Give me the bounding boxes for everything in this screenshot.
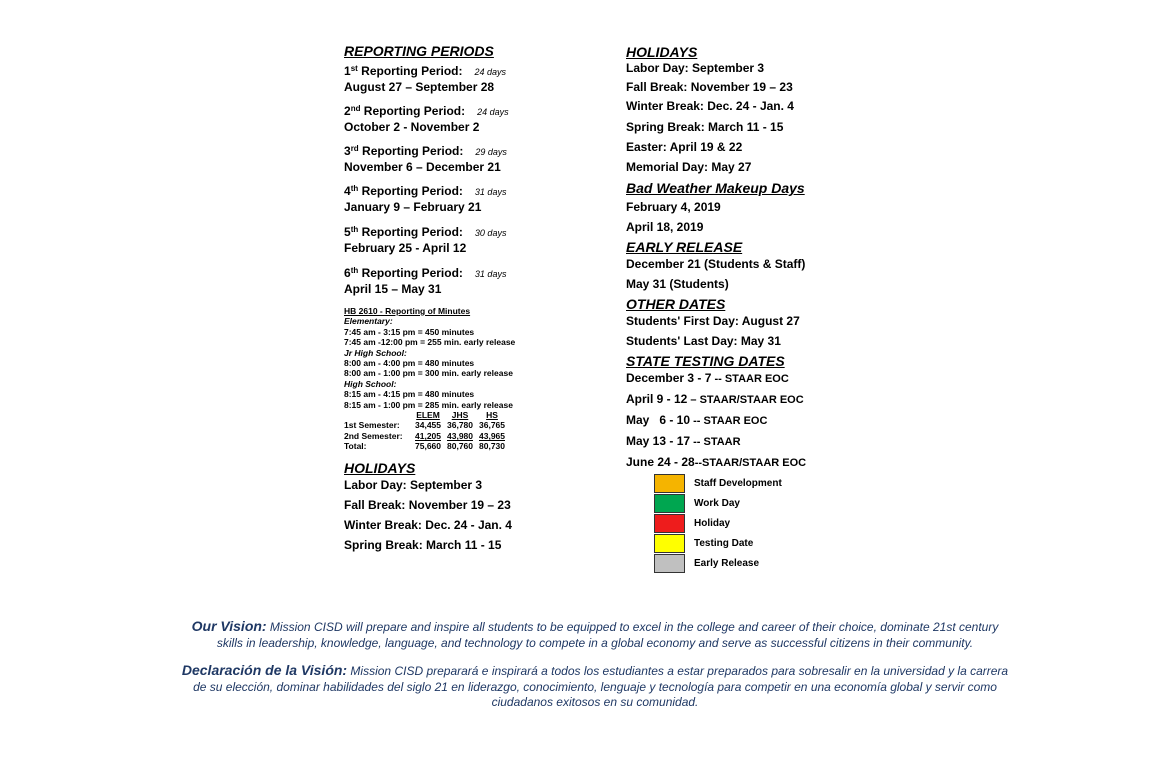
- right-column: [626, 44, 866, 573]
- cell-value: 75,660: [415, 441, 441, 452]
- period-range: August 27 – September 28: [344, 80, 495, 94]
- cell-value: 41,205: [415, 430, 441, 441]
- state-testing-heading: STATE TESTING DATES: [626, 353, 785, 369]
- period-number: 6: [344, 266, 351, 280]
- cell-value: 80,760: [447, 441, 473, 452]
- period-range: October 2 - November 2: [344, 120, 480, 134]
- vision-title: Our Vision:: [191, 618, 267, 634]
- reporting-period-3: [344, 144, 544, 175]
- legend-item-testing-date: [654, 533, 866, 553]
- row-label: 1st Semester:: [344, 420, 400, 431]
- holidays-left-heading: HOLIDAYS: [344, 459, 416, 476]
- period-label: Reporting Period:: [358, 225, 463, 239]
- high-school-line-2: 8:15 am - 1:00 pm = 285 min. early release: [344, 399, 513, 410]
- vision-es-title: Declaración de la Visión:: [181, 662, 348, 678]
- period-label: Reporting Period:: [358, 144, 464, 158]
- period-days: 24 days: [474, 67, 507, 77]
- legend-item-staff-development: [654, 473, 866, 493]
- legend-swatch: [654, 514, 685, 533]
- holiday-item: Spring Break: March 11 - 15: [344, 537, 502, 552]
- period-range: April 15 – May 31: [344, 282, 442, 296]
- period-ordinal: nd: [350, 104, 361, 113]
- period-label: Reporting Period:: [358, 266, 463, 280]
- legend-swatch: [654, 534, 685, 553]
- legend-item-work-day: [654, 493, 866, 513]
- vision-es-text: Mission CISD preparará e inspirará a todos los estudiantes a estar preparados para sobresalir en la universidad y la carrera de su elección, dominar habilidades del siglo 21 en liderazgo, conocimiento, lenguaje y tecnología para competir en una economía global y servir como ciudadanos exitosos en su comunidad.: [193, 664, 1009, 709]
- legend-label: Testing Date: [694, 537, 754, 549]
- period-number: 1: [344, 64, 351, 78]
- period-days: 24 days: [477, 107, 509, 117]
- testing-date: April 9 - 12: [626, 392, 688, 406]
- elementary-line-2: 7:45 am -12:00 pm = 255 min. early release: [344, 337, 516, 348]
- period-days: 30 days: [474, 228, 507, 238]
- jr-high-label: Jr High School:: [344, 347, 407, 358]
- testing-desc: --STAAR/STAAR EOC: [694, 457, 807, 469]
- period-ordinal: th: [350, 225, 359, 234]
- period-label: Reporting Period:: [358, 184, 463, 198]
- early-release-item: December 21 (Students & Staff): [626, 257, 806, 271]
- period-number: 4: [344, 184, 351, 198]
- vision-statement: [180, 619, 1010, 651]
- legend-swatch: [654, 494, 685, 513]
- color-legend: [654, 473, 866, 573]
- table-row: [344, 441, 511, 451]
- testing-item: [626, 392, 866, 408]
- col-jhs: JHS: [451, 410, 469, 421]
- other-date-item: Students' First Day: August 27: [626, 314, 800, 328]
- holiday-item: Labor Day: September 3: [626, 61, 765, 75]
- left-column: [344, 43, 544, 553]
- testing-desc: -- STAAR EOC: [711, 373, 789, 385]
- period-label: Reporting Period:: [357, 64, 463, 78]
- cell-value: 43,965: [479, 430, 505, 441]
- reporting-period-1: [344, 64, 544, 95]
- testing-desc: -- STAAR EOC: [690, 415, 768, 427]
- legend-label: Early Release: [694, 557, 760, 569]
- high-school-label: High School:: [344, 378, 397, 389]
- testing-item: [626, 434, 866, 450]
- period-label: Reporting Period:: [360, 104, 466, 118]
- testing-date: June 24 - 28: [626, 455, 695, 469]
- period-days: 29 days: [475, 147, 507, 157]
- period-number: 3: [344, 144, 351, 158]
- holidays-right-heading: HOLIDAYS: [626, 44, 698, 60]
- other-dates-heading: OTHER DATES: [626, 296, 726, 312]
- reporting-periods-heading: REPORTING PERIODS: [344, 43, 494, 59]
- period-range: November 6 – December 21: [344, 160, 501, 174]
- minutes-table: [344, 410, 511, 452]
- legend-label: Work Day: [694, 497, 740, 509]
- holiday-item: Winter Break: Dec. 24 - Jan. 4: [626, 99, 794, 113]
- cell-value: 80,730: [479, 441, 505, 452]
- holiday-item: Spring Break: March 11 - 15: [626, 120, 784, 134]
- cell-value: 36,765: [479, 420, 505, 431]
- other-date-item: Students' Last Day: May 31: [626, 334, 781, 348]
- jr-high-line-1: 8:00 am - 4:00 pm = 480 minutes: [344, 358, 475, 369]
- holiday-item: Memorial Day: May 27: [626, 160, 752, 174]
- bad-weather-heading: Bad Weather Makeup Days: [626, 180, 805, 196]
- high-school-line-1: 8:15 am - 4:15 pm = 480 minutes: [344, 389, 475, 400]
- table-row: [344, 431, 511, 441]
- jr-high-line-2: 8:00 am - 1:00 pm = 300 min. early release: [344, 368, 513, 379]
- testing-item: [626, 413, 866, 429]
- reporting-period-5: [344, 225, 544, 256]
- period-range: February 25 - April 12: [344, 241, 467, 255]
- holiday-item: Fall Break: November 19 – 23: [344, 497, 511, 512]
- period-range: January 9 – February 21: [344, 200, 482, 214]
- period-ordinal: st: [350, 64, 358, 73]
- cell-value: 43,980: [447, 430, 473, 441]
- early-release-heading: EARLY RELEASE: [626, 239, 743, 255]
- testing-item: [626, 371, 866, 387]
- col-hs: HS: [486, 410, 498, 421]
- testing-date: May 13 - 17: [626, 434, 691, 448]
- period-ordinal: rd: [350, 144, 359, 153]
- testing-desc: – STAAR/STAAR EOC: [687, 394, 804, 406]
- elementary-line-1: 7:45 am - 3:15 pm = 450 minutes: [344, 326, 475, 337]
- makeup-day-item: April 18, 2019: [626, 220, 704, 234]
- reporting-period-2: [344, 104, 544, 135]
- vision-statement-spanish: [180, 663, 1010, 711]
- testing-date: May 6 - 10: [626, 413, 691, 427]
- testing-date: December 3 - 7: [626, 371, 712, 385]
- reporting-period-6: [344, 266, 544, 297]
- testing-item: [626, 455, 866, 471]
- period-days: 31 days: [474, 269, 507, 279]
- legend-item-holiday: [654, 513, 866, 533]
- holiday-item: Winter Break: Dec. 24 - Jan. 4: [344, 517, 512, 532]
- reporting-period-4: [344, 184, 544, 215]
- row-label: 2nd Semester:: [344, 430, 403, 441]
- legend-label: Holiday: [694, 517, 731, 529]
- period-ordinal: th: [350, 266, 359, 275]
- period-number: 2: [344, 104, 351, 118]
- legend-swatch: [654, 474, 685, 493]
- cell-value: 34,455: [415, 420, 441, 431]
- row-label: Total:: [344, 441, 367, 452]
- legend-swatch: [654, 554, 685, 573]
- col-elem: ELEM: [416, 410, 440, 421]
- table-row: [344, 420, 511, 430]
- period-number: 5: [344, 225, 351, 239]
- legend-item-early-release: [654, 553, 866, 573]
- holiday-item: Labor Day: September 3: [344, 477, 483, 492]
- holiday-item: Easter: April 19 & 22: [626, 140, 743, 154]
- period-days: 31 days: [474, 187, 507, 197]
- vision-text: Mission CISD will prepare and inspire all students to be equipped to excel in the college and career of their choice, dominate 21st century skills in leadership, knowledge, language, and technology to compete in a global economy and serve as successful citizens in their community.: [216, 620, 999, 650]
- elementary-label: Elementary:: [344, 316, 393, 327]
- minutes-table-header: [344, 410, 511, 420]
- early-release-item: May 31 (Students): [626, 277, 729, 291]
- cell-value: 36,780: [447, 420, 473, 431]
- holiday-item: Fall Break: November 19 – 23: [626, 80, 793, 94]
- period-ordinal: th: [350, 184, 359, 193]
- testing-desc: -- STAAR: [690, 436, 741, 448]
- makeup-day-item: February 4, 2019: [626, 200, 721, 214]
- hb-2610-block: [344, 306, 544, 452]
- hb-2610-title: HB 2610 - Reporting of Minutes: [344, 306, 471, 316]
- legend-label: Staff Development: [694, 477, 782, 489]
